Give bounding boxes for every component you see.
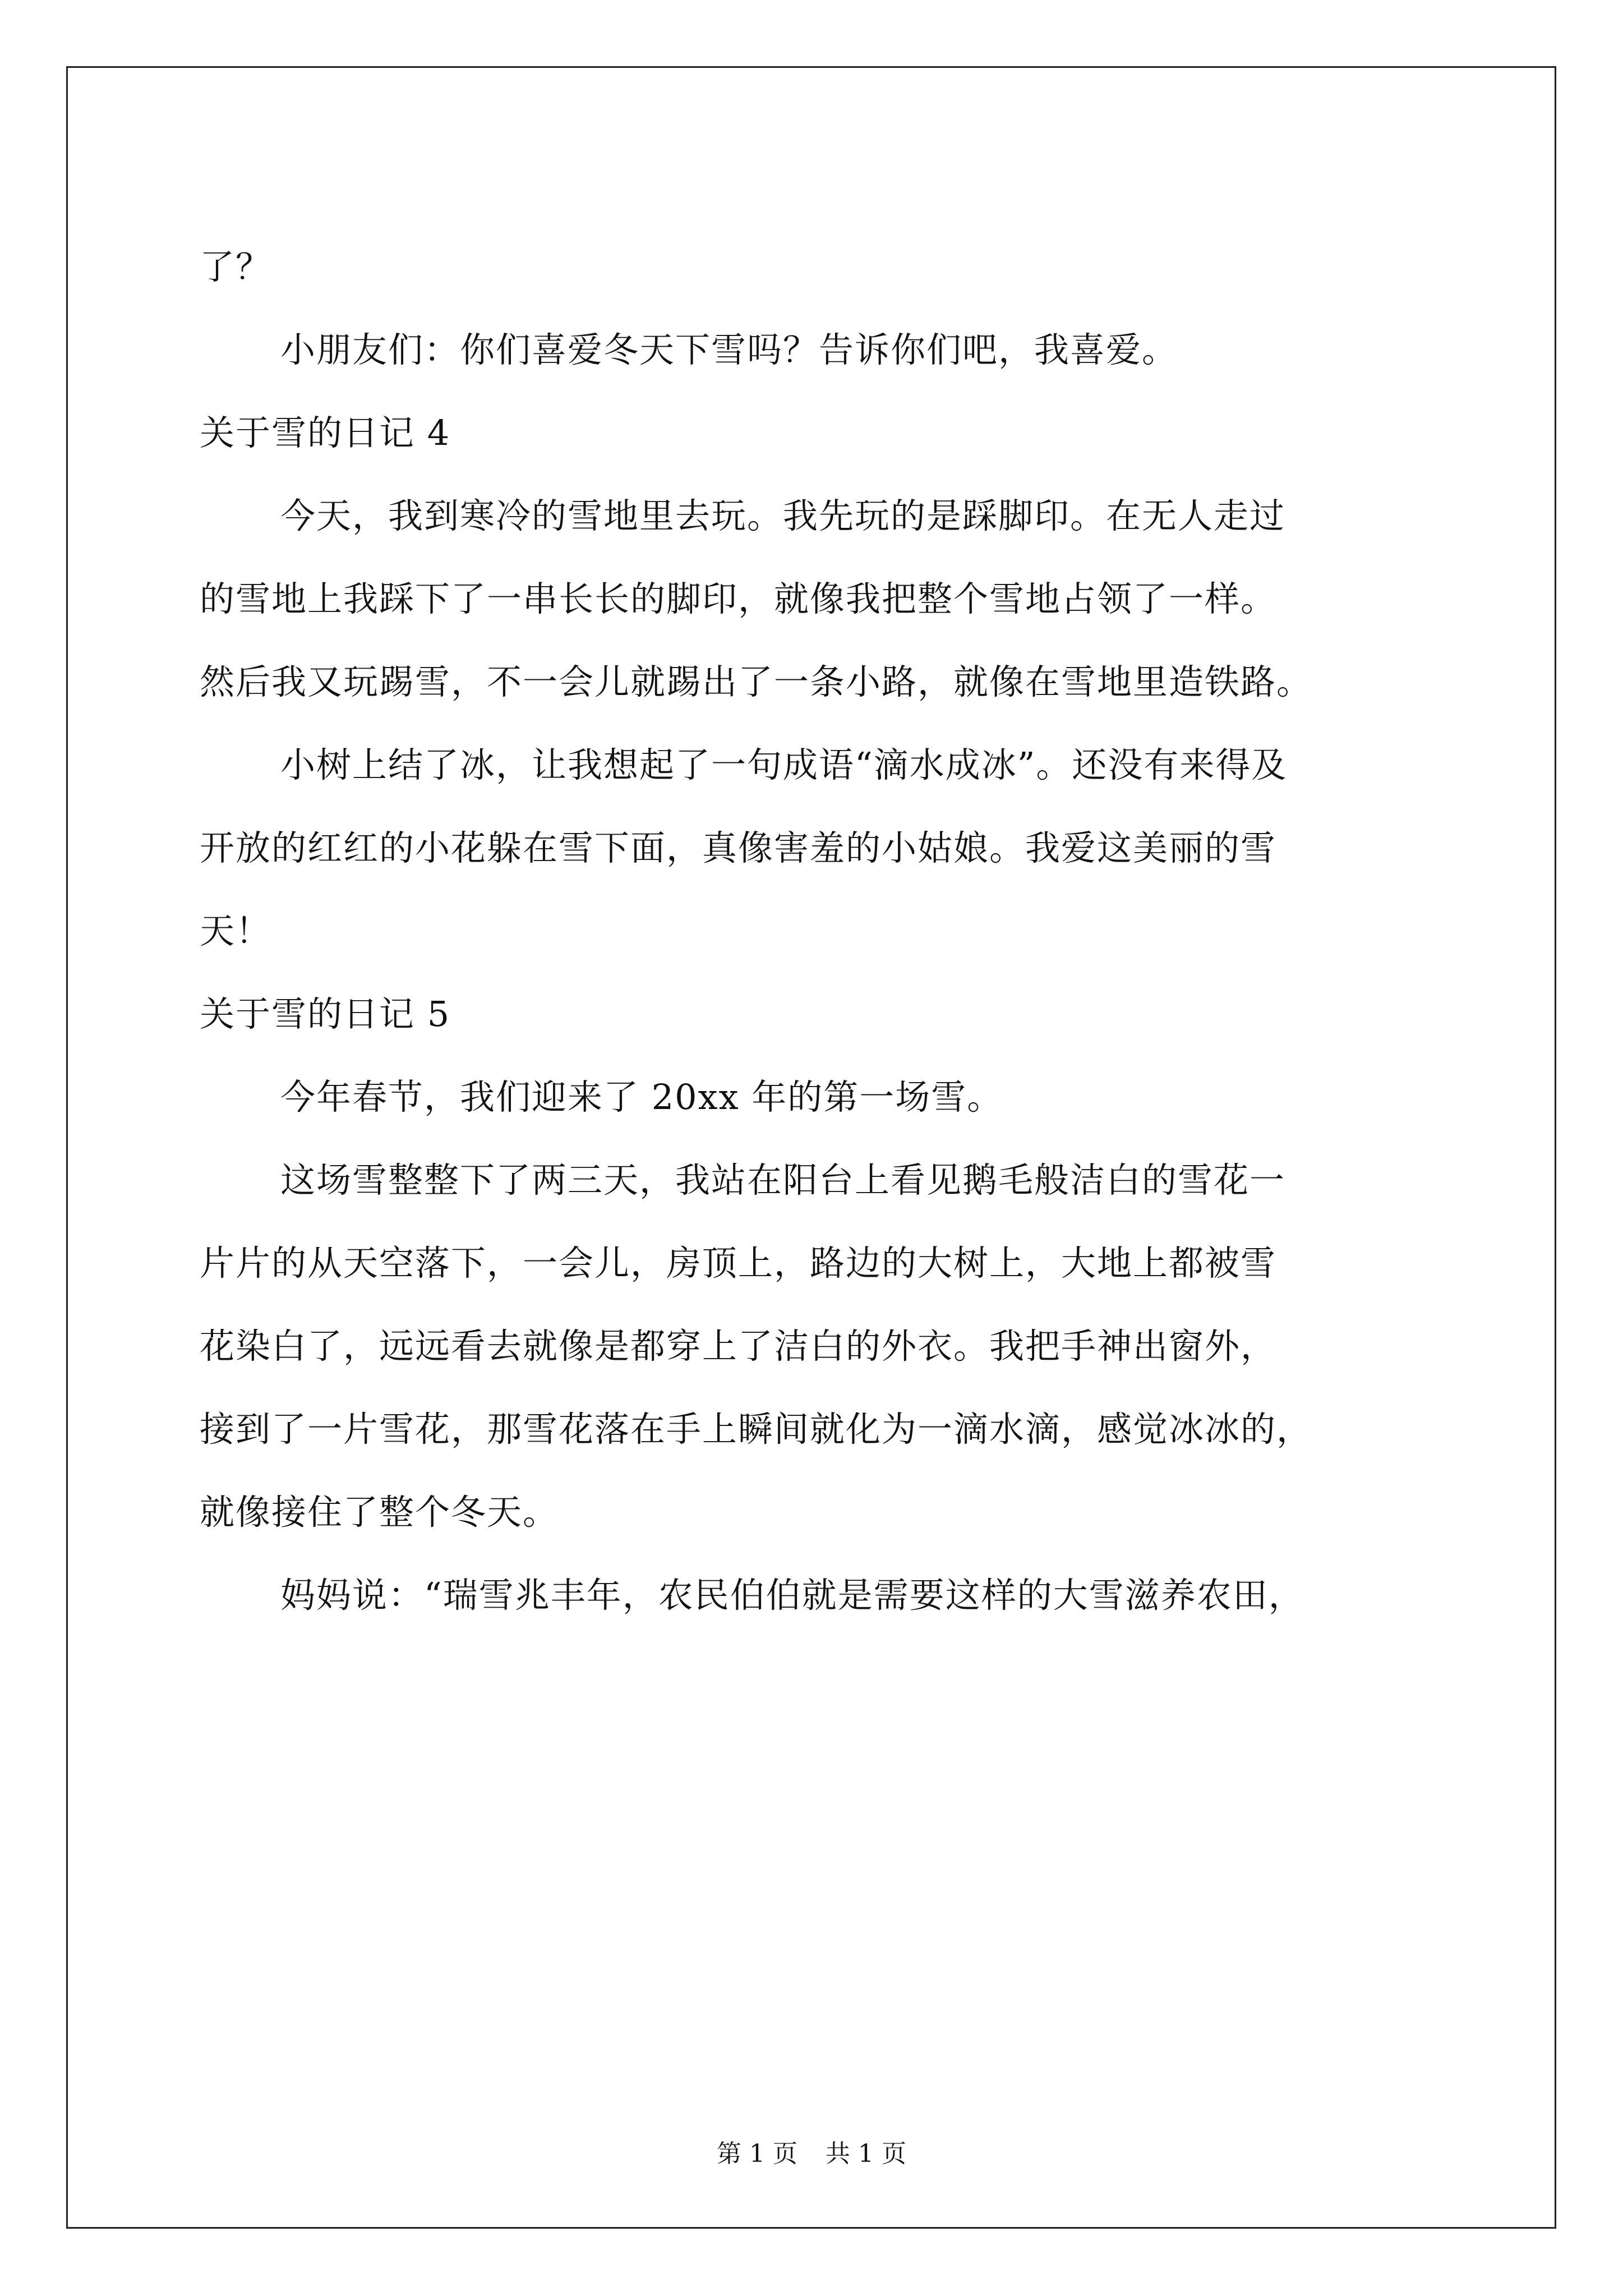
page-footer (0, 2137, 1623, 2171)
page-total: 共 1 页 (826, 2139, 906, 2168)
text-line: 花染白了，远远看去就像是都穿上了洁白的外衣。我把手神出窗外， (200, 1326, 1277, 1366)
text-line: 了？ (200, 246, 272, 287)
text-line: 片片的从天空落下，一会儿，房顶上，路边的大树上，大地上都被雪 (200, 1243, 1277, 1283)
page-number: 第 1 页 (717, 2139, 797, 2168)
text-line: 开放的红红的小花躲在雪下面，真像害羞的小姑娘。我爱这美丽的雪 (200, 827, 1277, 868)
text-line: 接到了一片雪花，那雪花落在手上瞬间就化为一滴水滴，感觉冰冰的， (200, 1409, 1313, 1450)
text-line: 这场雪整整下了两三天，我站在阳台上看见鹅毛般洁白的雪花一 (280, 1159, 1286, 1200)
section-heading: 关于雪的日记 4 (200, 412, 451, 453)
text-line: 天！ (200, 910, 272, 951)
text-line: 就像接住了整个冬天。 (200, 1492, 559, 1533)
text-line: 妈妈说：“瑞雪兆丰年，农民伯伯就是需要这样的大雪滋养农田， (280, 1575, 1304, 1616)
text-line: 小朋友们：你们喜爱冬天下雪吗？告诉你们吧，我喜爱。 (280, 329, 1178, 370)
text-line: 今天，我到寒冷的雪地里去玩。我先玩的是踩脚印。在无人走过 (280, 495, 1286, 536)
text-line: 的雪地上我踩下了一串长长的脚印，就像我把整个雪地占领了一样。 (200, 578, 1277, 619)
section-heading: 关于雪的日记 5 (200, 993, 451, 1034)
text-line: 小树上结了冰，让我想起了一句成语“滴水成冰”。还没有来得及 (280, 744, 1288, 785)
text-line: 今年春节，我们迎来了 20xx 年的第一场雪。 (280, 1076, 1003, 1117)
text-line: 然后我又玩踢雪，不一会儿就踢出了一条小路，就像在雪地里造铁路。 (200, 661, 1313, 702)
document-body (200, 226, 1428, 1637)
